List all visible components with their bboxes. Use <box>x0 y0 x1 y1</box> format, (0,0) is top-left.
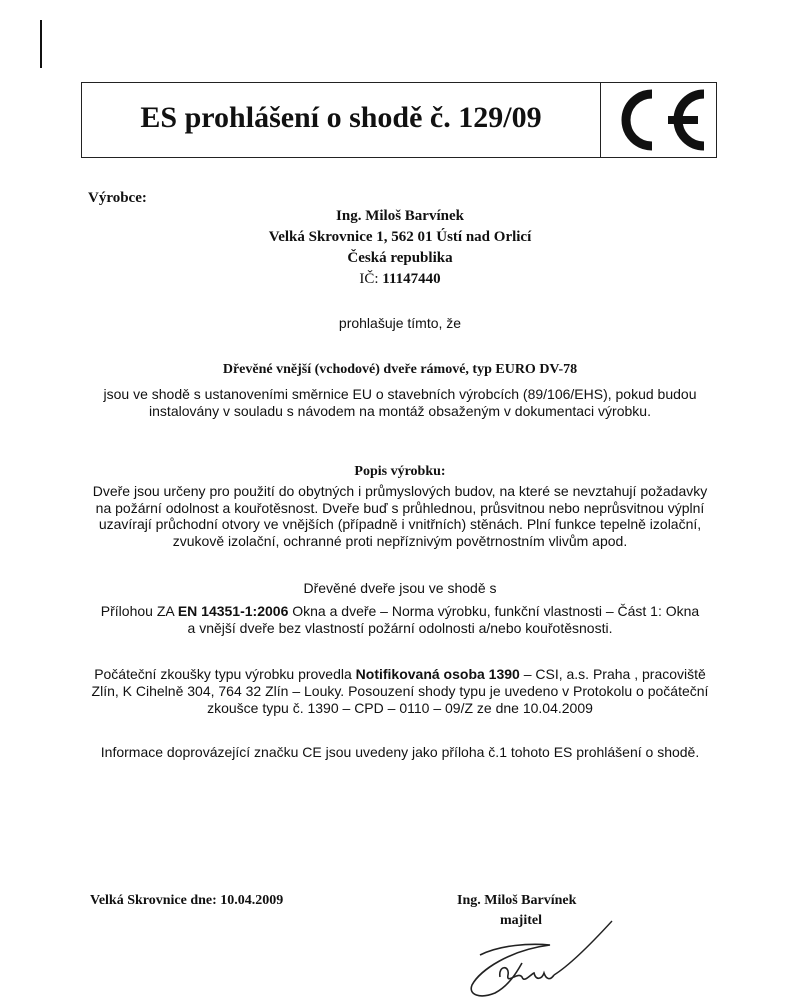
signature-icon <box>440 915 620 1000</box>
manufacturer-address: Velká Skrovnice 1, 562 01 Ústí nad Orlicí <box>268 229 532 245</box>
conformity-line-1-pre: Přílohou ZA <box>100 603 178 619</box>
testing-line-3: zkoušce typu č. 1390 – CPD – 0110 – 09/Z ze dne 10.04.2009 <box>207 700 593 716</box>
place-date: Velká Skrovnice dne: 10.04.2009 <box>90 893 284 908</box>
signer-name: Ing. Miloš Barvínek <box>457 893 577 908</box>
ce-mark-icon <box>606 86 710 154</box>
ic-value: 11147440 <box>382 271 441 287</box>
testing-line-2: Zlín, K Cihelně 304, 764 32 Zlín – Louky. Posouzení shody typu je uvedeno v Protokolu o počáteční <box>91 683 709 699</box>
document-title: ES prohlášení o shodě č. 129/09 <box>140 101 542 134</box>
manufacturer-ic <box>160 269 640 290</box>
description-line-1: Dveře jsou určeny pro použití do obytných i průmyslových budov, na které se nevztahují požadavky <box>92 483 708 499</box>
declaration-text-line-1: jsou ve shodě s ustanoveními směrnice EU o stavebních výrobcích (89/106/EHS), pokud budou <box>103 386 697 402</box>
scan-edge-mark <box>40 20 42 68</box>
description-line-4: zvukově izolační, ochranné proti nepříznivým povětrnostním vlivům apod. <box>172 533 628 549</box>
conformity-line-2: a vnější dveře bez vlastností požární odolnosti a/nebo kouřotěsnosti. <box>187 620 613 636</box>
description-line-2: na požární odolnost a kouřotěsnost. Dveře buď s průhlednou, průsvitnou nebo neprůsvitnou výplní <box>95 500 705 516</box>
ce-info-text: Informace doprovázející značku CE jsou uvedeny jako příloha č.1 tohoto ES prohlášení o shodě. <box>100 744 700 760</box>
conformity-line-1 <box>60 603 740 620</box>
testing-line-1-pre: Počáteční zkoušky typu výrobku provedla <box>94 666 356 682</box>
manufacturer-label: Výrobce: <box>88 190 147 206</box>
conformity-intro: Dřevěné dveře jsou ve shodě s <box>303 580 497 596</box>
standard-code: EN 14351-1:2006 <box>177 603 289 619</box>
header-divider <box>600 82 601 158</box>
signer-role: majitel <box>500 913 542 928</box>
declaration-text-line-2: instalovány v souladu s návodem na montáž obsaženým v dokumentaci výrobku. <box>149 403 651 419</box>
product-name: Dřevěné vnější (vchodové) dveře rámové, typ EURO DV-78 <box>222 362 578 377</box>
manufacturer-country: Česká republika <box>347 250 453 266</box>
declaration-intro: prohlašuje tímto, že <box>338 315 462 331</box>
testing-line-1-post: – CSI, a.s. Praha , pracoviště <box>519 666 706 682</box>
conformity-line-1-post: Okna a dveře – Norma výrobku, funkční vlastnosti – Část 1: Okna <box>288 603 700 619</box>
description-heading: Popis výrobku: <box>354 464 446 479</box>
ic-label: IČ: <box>359 271 379 287</box>
manufacturer-name: Ing. Miloš Barvínek <box>336 208 464 224</box>
testing-line-1 <box>60 666 740 683</box>
description-line-3: uzavírají průchodní otvory ve vnějších (případně i vnitřních) stěnách. Plní funkce tepelně izolační, <box>98 516 702 532</box>
notified-body: Notifikovaná osoba 1390 <box>355 666 520 682</box>
